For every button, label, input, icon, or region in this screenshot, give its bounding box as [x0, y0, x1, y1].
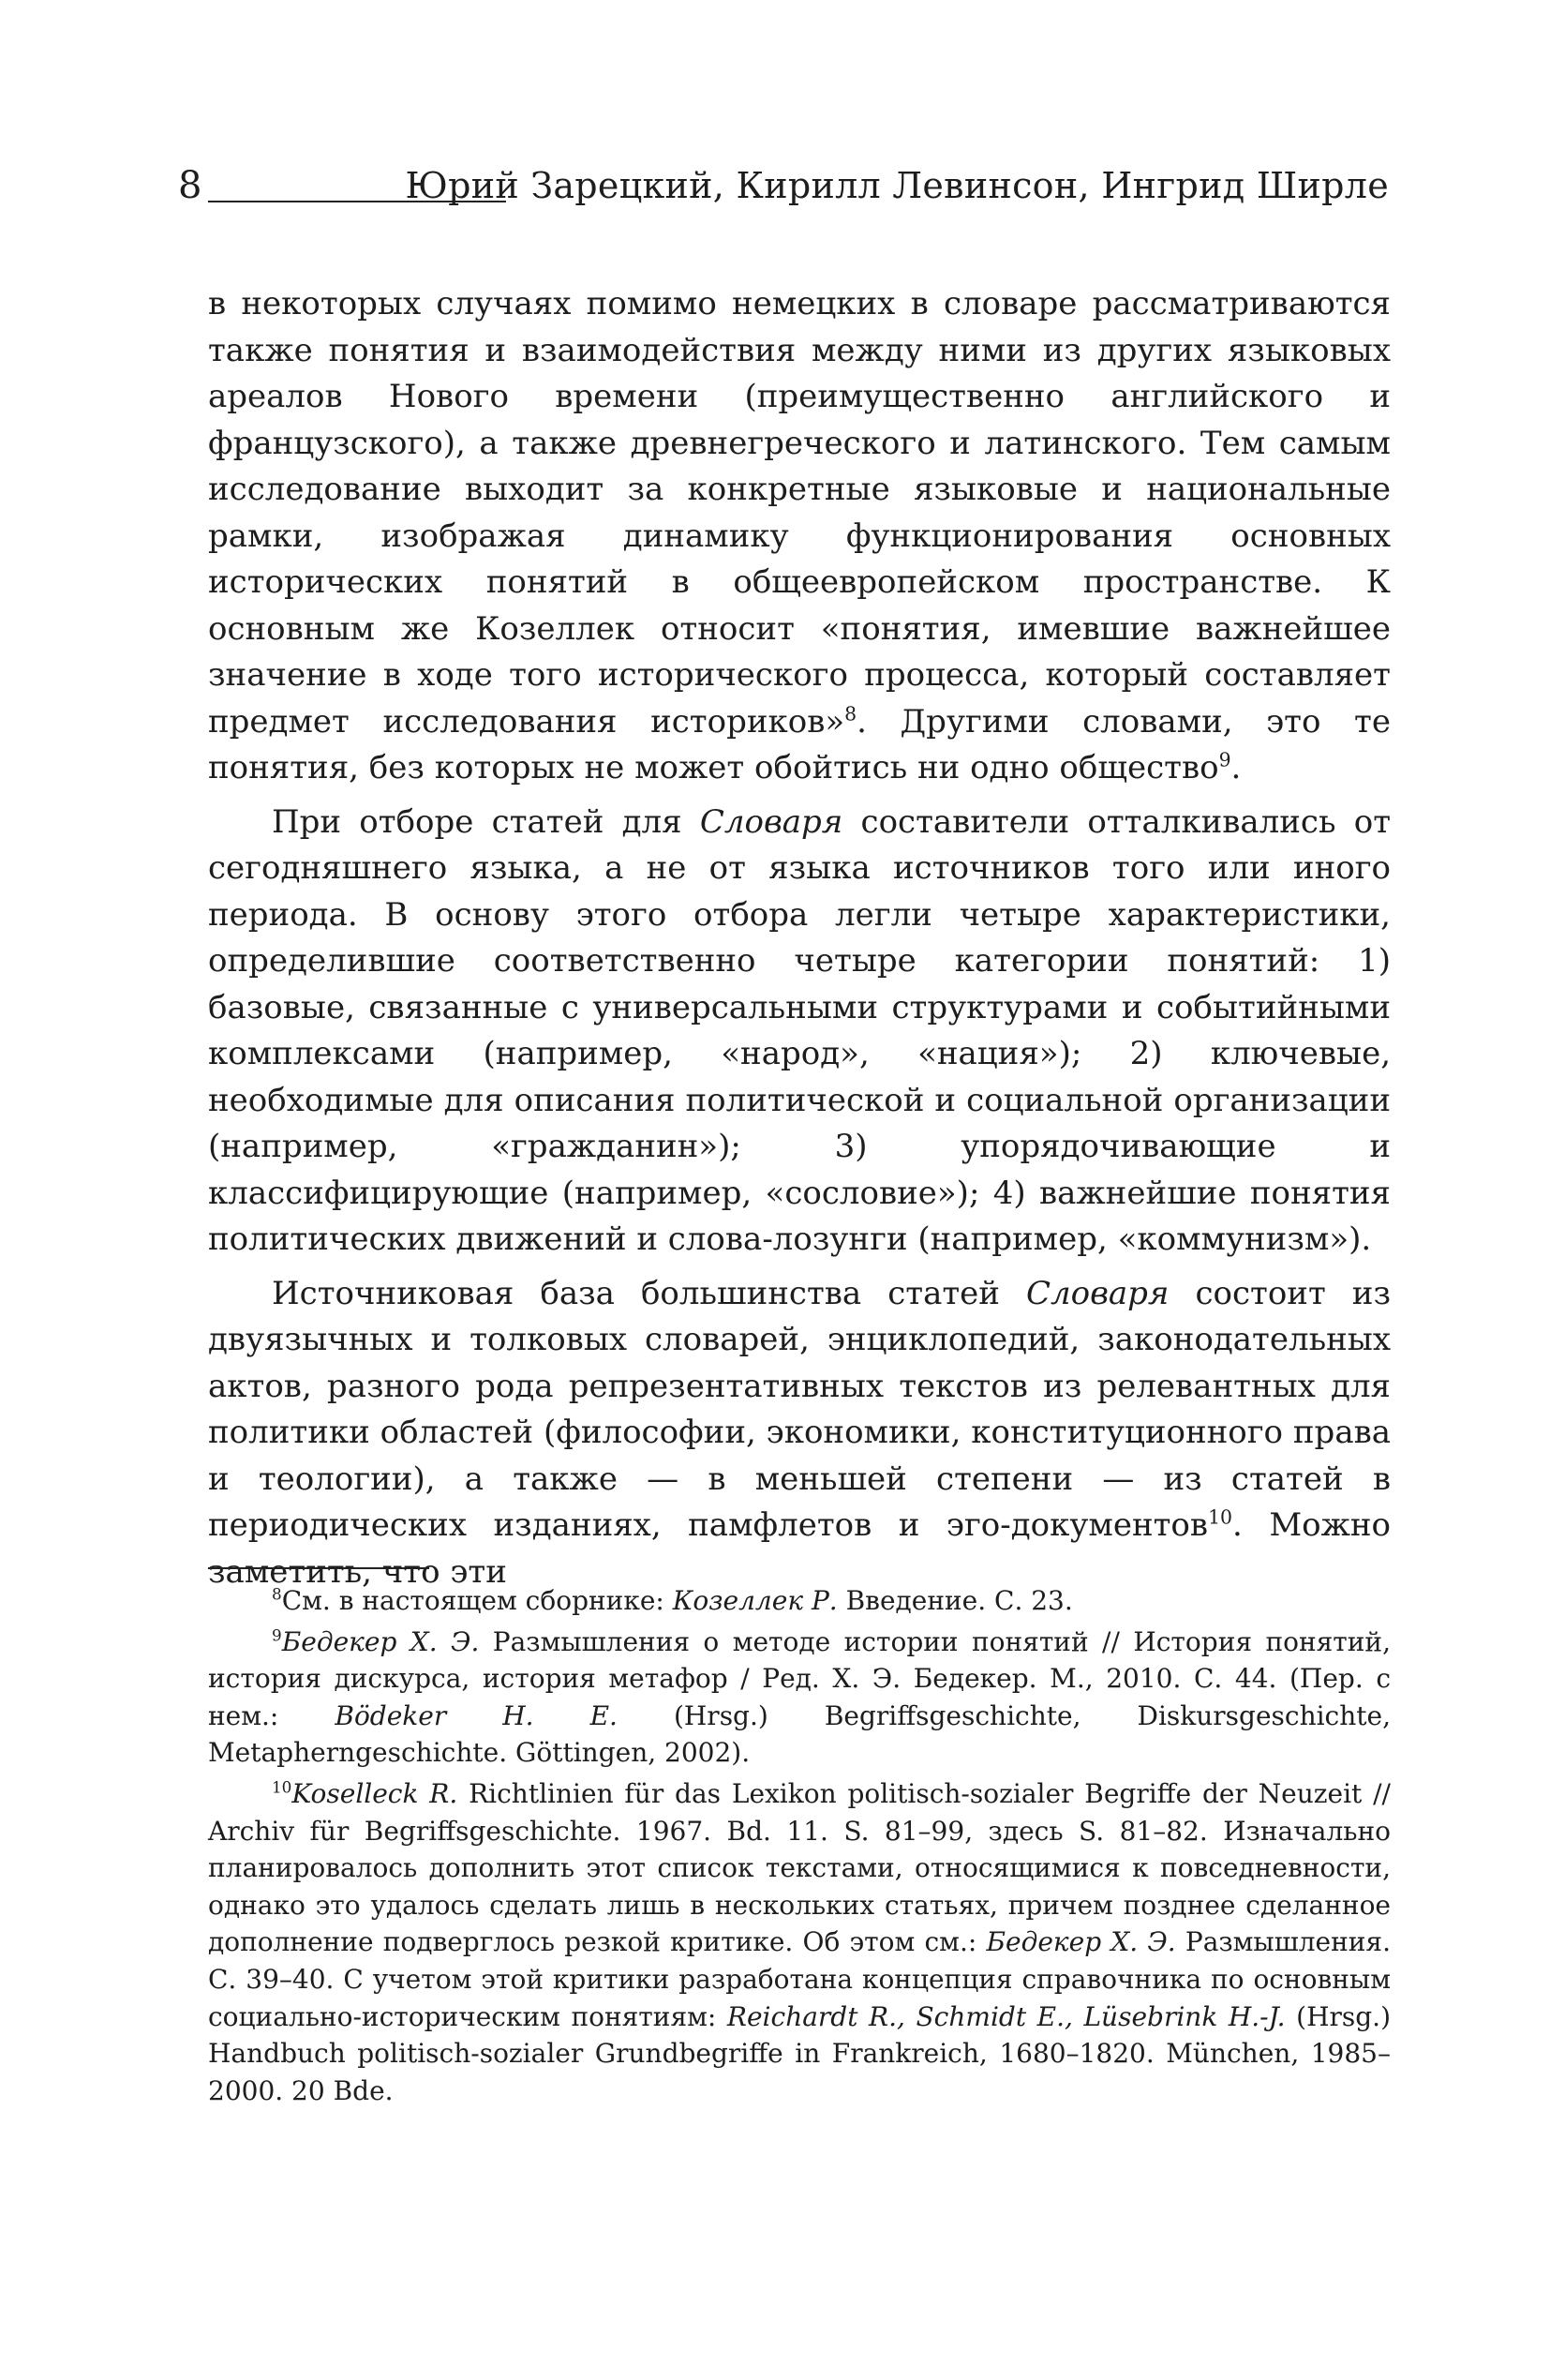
- body-text: [208, 281, 1391, 1603]
- running-head: Юрий Зарецкий, Кирилл Левинсон, Ингрид Ширле: [405, 165, 1389, 206]
- paragraph-1-text-b: . Другими словами, это те понятия, без которых не может обойтись ни одно общество: [208, 702, 1391, 786]
- footnote-9-number: 9: [272, 1625, 282, 1645]
- footnote-9-text-b: (Hrsg.) Begriffsgeschichte, Diskursgeschichte, Metapherngeschichte. Göttingen, 2002).: [208, 1699, 1391, 1769]
- paragraph-3-text-c: . Можно заметить, что эти: [208, 1506, 1392, 1591]
- page-number: 8: [178, 164, 202, 207]
- footnote-8: [208, 1582, 1391, 1620]
- paragraph-3-italic: Словаря: [1025, 1274, 1170, 1312]
- paragraph-3-text-a: Источниковая база большинства статей: [272, 1274, 1026, 1312]
- paragraph-2-text-a: При отборе статей для: [272, 802, 700, 841]
- paragraph-1-text-c: .: [1230, 749, 1242, 786]
- footnote-8-italic: Козеллек Р.: [672, 1585, 838, 1616]
- paragraph-1-text-a: в некоторых случаях помимо немецких в словаре рассматриваются также понятия и взаимодействия между ними из других языковых ареалов Нового времени (преимущественно английского и французского), а также древнегреческого и латинского. Тем самым исследование выходит за конкретные языковые и национальные рамки, изображая динамику функционирования основных исторических понятий в общеевропейском пространстве. К основным же Козеллек относит «понятия, имевшие важнейшее значение в ходе того исторического процесса, который составляет предмет исследования историков»: [208, 285, 1391, 741]
- paragraph-2-italic: Словаря: [699, 802, 843, 841]
- footnote-ref-9: 9: [1218, 748, 1231, 771]
- footnote-ref-10: 10: [1208, 1505, 1233, 1529]
- footnote-10-italic-1: Koselleck R.: [291, 1777, 458, 1809]
- footnote-10-italic-3: Reichardt R., Schmidt E., Lüsebrink H.-J.: [726, 2000, 1286, 2032]
- paragraph-1: [208, 281, 1391, 792]
- paragraph-2: [208, 800, 1391, 1264]
- footnote-10-text-a: Richtlinien für das Lexikon politisch-sozialer Begriffe der Neuzeit // Archiv für Begriffsgeschichte. 1967. Bd. 11. S. 81–99, здесь S. 81–82. Изначально планировалось дополнить этот список текстами, относящимися к повседневности, однако это удалось сделать лишь в нескольких статьях, причем позднее сделанное дополнение подверглось резкой критике. Об этом см.:: [208, 1777, 1391, 1958]
- footnote-8-text-a: См. в настоящем сборнике:: [281, 1585, 673, 1616]
- footnote-10-number: 10: [272, 1777, 292, 1797]
- paragraph-3-text-b: состоит из двуязычных и толковых словарей, энциклопедий, законодательных актов, разного рода репрезентативных текстов из релевантных для политики областей (философии, экономики, конституционного права и теологии), а также — в меньшей степени — из статей в периодических изданиях, памфлетов и эго-документов: [208, 1274, 1391, 1544]
- footnote-9-italic-1: Бедекер Х. Э.: [281, 1625, 480, 1657]
- footnote-10-text-c: (Hrsg.) Handbuch politisch-sozialer Grundbegriffe in Frankreich, 1680–1820. München, 1985–2000. 20 Bde.: [208, 2000, 1391, 2106]
- paragraph-3: [208, 1271, 1391, 1596]
- footnote-9-text-a: Размышления о методе истории понятий // История понятий, история дискурса, история метафор / Ред. Х. Э. Бедекер. М., 2010. С. 44. (Пер. с нем.:: [208, 1625, 1391, 1731]
- footnote-rule: [208, 1567, 429, 1569]
- footnote-10-italic-2: Бедекер Х. Э.: [986, 1926, 1176, 1958]
- footnote-10-text-b: Размышления. С. 39–40. С учетом этой критики разработана концепция справочника по основным социально-историческим понятиям:: [208, 1926, 1391, 2032]
- footnote-10: [208, 1775, 1391, 2109]
- footnote-ref-8: 8: [844, 702, 857, 726]
- footnote-9: [208, 1624, 1391, 1772]
- footnotes: [208, 1582, 1391, 2113]
- footnote-8-number: 8: [272, 1584, 282, 1604]
- footnote-9-italic-2: Bödeker H. E.: [335, 1699, 618, 1731]
- footnote-8-text-b: Введение. С. 23.: [837, 1585, 1073, 1616]
- paragraph-2-text-b: составители отталкивались от сегодняшнего языка, а не от языка источников того или иного периода. В основу этого отбора легли четыре характеристики, определившие соответственно четыре категории понятий: 1) базовые, связанные с универсальными структурами и событийными комплексами (например, «народ», «нация»); 2) ключевые, необходимые для описания политической и социальной организации (например, «гражданин»); 3) упорядочивающие и классифицирующие (например, «сословие»); 4) важнейшие понятия политических движений и слова-лозунги (например, «коммунизм»).: [208, 802, 1391, 1258]
